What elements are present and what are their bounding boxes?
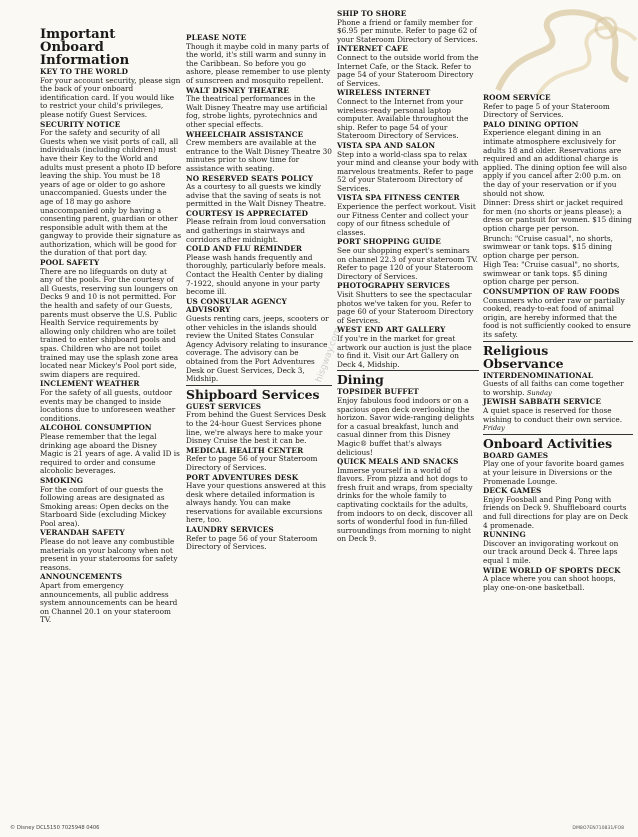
info-heading: RUNNING xyxy=(483,530,526,540)
info-heading: MEDICAL HEALTH CENTER xyxy=(186,445,304,455)
info-text xyxy=(186,43,332,86)
info-text xyxy=(337,397,479,457)
info-text xyxy=(186,95,332,129)
info-heading: KEY TO THE WORLD xyxy=(40,67,129,76)
info-text xyxy=(483,103,633,120)
info-body: Though it maybe cold in many parts of the world, it's still warm and sunny in the Caribbean. So before you go ashore, please remember to use plenty of sunscreen and mosquito repellent. xyxy=(186,41,331,85)
divider xyxy=(483,341,633,342)
info-heading: PLEASE NOTE xyxy=(186,33,247,42)
section-title: Dining xyxy=(337,372,384,388)
info-text xyxy=(40,77,182,120)
info-body: Enjoy fabulous food indoors or on a spacious open deck overlooking the horizon. Savor wide-ranging delights for a casual breakfast, lunch and casual dinner from this Disney Magic® buffet that's always delicious! xyxy=(337,395,475,457)
info-heading: ROOM SERVICE xyxy=(483,93,551,102)
info-heading: NO RESERVED SEATS POLICY xyxy=(186,173,314,183)
info-heading: VISTA SPA AND SALON xyxy=(337,140,436,150)
info-heading: WEST END ART GALLERY xyxy=(337,325,446,335)
info-text xyxy=(483,496,633,530)
info-body: For the comfort of our guests the following areas are designated as Smoking areas: Open decks on the Starboard Side (excluding Mickey Pool area). xyxy=(40,484,169,528)
info-heading: WIDE WORLD OF SPORTS DECK xyxy=(483,565,621,575)
info-body: Visit Shutters to see the spectacular photos we've taken for you. Refer to page 60 of your Stateroom Directory of Services. xyxy=(337,290,474,325)
info-heading: PORT SHOPPING GUIDE xyxy=(337,237,441,247)
info-body: From behind the Guest Services Desk to the 24-hour Guest Services phone line, we're always here to make your Disney Cruise the best it can be. xyxy=(186,410,327,446)
info-text xyxy=(337,19,479,45)
column-2 xyxy=(186,34,332,553)
info-heading: COURTESY IS APPRECIATED xyxy=(186,208,309,218)
info-body: Experience the perfect workout. Visit our Fitness Center and collect your copy of our fitness schedule of classes. xyxy=(337,202,476,237)
info-heading: TOPSIDER BUFFET xyxy=(337,387,419,397)
info-heading: WHEELCHAIR ASSISTANCE xyxy=(186,129,304,139)
info-body: Brunch: "Cruise casual", no shorts, swimwear or tank tops. $15 dining option charge per person. xyxy=(483,233,613,260)
info-body: For your account security, please sign the back of your onboard identification card. If you would like to restrict your child's privileges, please notify Guest Services. xyxy=(40,75,181,119)
info-text xyxy=(186,218,332,244)
info-heading: INCLEMENT WEATHER xyxy=(40,379,140,389)
info-body: A place where you can shoot hoops, play one-on-one basketball. xyxy=(483,574,616,592)
info-body: Crew members are available at the entrance to the Walt Disney Theatre 30 minutes prior to show time for assistance with seating. xyxy=(186,138,332,173)
info-body: Play one of your favorite board games at your leisure in Diversions or the Promenade Lounge. xyxy=(483,459,625,486)
info-heading: US CONSULAR AGENCY ADVISORY xyxy=(186,296,287,315)
document-code: DM8O7EN710831/FO8 xyxy=(572,826,624,831)
info-body: Experience elegant dining in an intimate atmosphere exclusively for adults 18 and older. Reservations are required and an additional charge is applied. The dining option fee will also apply if you cancel after 2:00 p.m. on the day of your reservation or if you should not show. xyxy=(483,128,627,198)
info-text xyxy=(186,535,332,552)
info-text xyxy=(483,575,633,592)
info-heading: VERANDAH SAFETY xyxy=(40,528,125,538)
info-body: A quiet space is reserved for those wishing to conduct their own service. xyxy=(483,406,623,424)
info-text xyxy=(40,486,182,529)
info-text xyxy=(186,455,332,472)
info-heading: POOL SAFETY xyxy=(40,258,100,268)
info-heading: ANNOUNCEMENTS xyxy=(40,572,123,582)
info-text xyxy=(483,297,633,340)
info-body: Apart from emergency announcements, all public address system announcements can be heard on Channel 20.1 on your stateroom TV. xyxy=(40,581,178,625)
info-text xyxy=(337,98,479,141)
info-body: Guests renting cars, jeeps, scooters or other vehicles in the islands should review the United States Consular Agency Advisory relating to insurance coverage. The advisory can be obtained from the Port Adventures Desk or Guest Services, Deck 3, Midship. xyxy=(186,314,329,384)
info-heading: LAUNDRY SERVICES xyxy=(186,525,274,535)
info-text xyxy=(483,407,633,433)
info-text xyxy=(40,268,182,380)
info-text xyxy=(186,254,332,297)
section-title: Shipboard Services xyxy=(186,386,320,402)
section-title: Onboard Activities xyxy=(483,435,613,451)
info-text xyxy=(483,129,633,198)
info-body: Enjoy Foosball and Ping Pong with friends on Deck 9. Shuffleboard courts and full directions for play are on Deck 4 promenade. xyxy=(483,494,629,530)
info-body: Please wash hands frequently and thoroughly, particularly before meals. Contact the Health Center by dialing 7-1922, should anyone in your party become ill. xyxy=(186,252,326,297)
info-body: As a courtesy to all guests we kindly advise that the saving of seats is not permitted in the Walt Disney Theatre. xyxy=(186,182,327,209)
info-heading: INTERDENOMINATIONAL xyxy=(483,370,594,380)
info-body: For the safety and security of all Guests when we visit ports of call, all individuals (including children) must have their Key to the World and adults must present a photo ID before leaving the ship. You must be 18 years of age or older to go ashore unaccompanied. Guests under the age of 18 may go ashore unaccompanied only by having a consenting parent, guardian or other responsible adult with them at the gangway to provide their signature as authorization, which will be good for the duration of that port day. xyxy=(40,128,182,258)
info-text xyxy=(186,315,332,384)
info-text xyxy=(186,482,332,525)
info-body: Consumers who order raw or partially cooked, ready-to-eat food of animal origin, are hereby informed that the food is not sufficiently cooked to ensure its safety. xyxy=(483,295,631,340)
info-text xyxy=(483,540,633,566)
info-text xyxy=(483,460,633,486)
divider xyxy=(186,385,332,386)
info-heading: CONSUMPTION OF RAW FOODS xyxy=(483,287,620,297)
info-heading: PORT ADVENTURES DESK xyxy=(186,472,299,482)
info-body: Please remember that the legal drinking age aboard the Disney Magic is 21 years of age. A valid ID is required to order and consume alcoholic beverages. xyxy=(40,431,180,476)
info-heading: PHOTOGRAPHY SERVICES xyxy=(337,281,450,291)
info-text xyxy=(186,139,332,173)
info-body: Connect to the outside world from the Internet Cafe, or the Stack. Refer to page 54 of your Stateroom Directory of Services. xyxy=(337,52,479,88)
service-day: Sunday xyxy=(526,388,552,397)
info-text xyxy=(483,380,633,397)
info-body: Step into a world-class spa to relax your mind and cleanse your body with marvelous treatments. Refer to page 52 of your Stateroom Directory of Services. xyxy=(337,149,479,193)
decorative-swirl-icon xyxy=(478,0,638,100)
info-body: Have your questions answered at this desk where detailed information is always handy. You can make reservations for available excursions here, too. xyxy=(186,481,326,525)
column-1 xyxy=(40,28,182,626)
info-heading: JEWISH SABBATH SERVICE xyxy=(483,397,601,407)
service-day: Friday xyxy=(483,424,505,433)
info-heading: VISTA SPA FITNESS CENTER xyxy=(337,193,460,203)
info-body: The theatrical performances in the Walt Disney Theatre may use artificial fog, strobe lights, pyrotechnics and other special effects. xyxy=(186,94,328,129)
info-heading: SHIP TO SHORE xyxy=(337,9,407,18)
info-heading: GUEST SERVICES xyxy=(186,401,262,411)
info-text xyxy=(40,433,182,476)
info-body: Refer to page 56 of your Stateroom Directory of Services. xyxy=(186,533,318,552)
info-heading: COLD AND FLU REMINDER xyxy=(186,244,303,254)
info-body: For the safety of all guests, outdoor events may be changed to inside locations due to unforeseen weather conditions. xyxy=(40,387,176,423)
info-heading: PALO DINING OPTION xyxy=(483,119,579,129)
info-text xyxy=(483,199,633,233)
info-heading: BOARD GAMES xyxy=(483,450,549,460)
info-body: Connect to the Internet from your wireless-ready personal laptop computer. Available throughout the ship. Refer to page 54 of your Stateroom Directory of Services. xyxy=(337,96,469,141)
info-text xyxy=(40,129,182,258)
info-text xyxy=(337,54,479,88)
info-body: Guests of all faiths can come together to worship. xyxy=(483,379,624,397)
info-body: Phone a friend or family member for $6.95 per minute. Refer to page 62 of your Stateroom Directory of Services. xyxy=(337,17,478,44)
info-body: Immerse yourself in a world of flavors. From pizza and hot dogs to fresh fruit and wraps, from specialty drinks for the whole family to captivating cocktails for the adults, from indoors to on deck, discover all sorts of wonderful food in fun-filled surroundings from morning to night on Deck 9. xyxy=(337,465,473,544)
info-text xyxy=(40,582,182,625)
info-text xyxy=(40,389,182,423)
section-title: Religious Observance xyxy=(483,342,564,371)
info-body: Please do not leave any combustible materials on your balcony when not present in your staterooms for safety reasons. xyxy=(40,537,178,572)
info-text xyxy=(40,538,182,572)
info-heading: DECK GAMES xyxy=(483,486,542,496)
info-body: Please refrain from loud conversation and gatherings in stairways and corridors after midnight. xyxy=(186,217,326,244)
info-body: If you're in the market for great artwork our auction is just the place to find it. Visit our Art Gallery on Deck 4, Midship. xyxy=(337,333,472,369)
info-text xyxy=(186,183,332,209)
info-body: See our shopping expert's seminars on channel 22.3 of your stateroom TV. Refer to page 120 of your Stateroom Directory of Services. xyxy=(337,246,478,281)
info-body: Refer to page 56 of your Stateroom Directory of Services. xyxy=(186,454,318,472)
info-body: There are no lifeguards on duty at any of the pools. For the courtesy of all Guests, reserving sun loungers on Decks 9 and 10 is not permitted. For the health and safety of our Guests, parents must observe the U.S. Public Health Service requirements by allowing only children who are toilet trained to enter shipboard pools and spas. Children who are not toilet trained may use the splash zone area located near Mickey's Pool port side, swim diapers are required. xyxy=(40,266,179,379)
info-text xyxy=(337,335,479,369)
info-heading: SMOKING xyxy=(40,475,84,485)
divider xyxy=(337,370,479,371)
info-text xyxy=(483,235,633,261)
footer-text: © Disney DCL5150 7025948 0406 xyxy=(10,825,100,831)
info-body: Dinner: Dress shirt or jacket required for men (no shorts or jeans please); a dress or pantsuit for women. $15 dining option charge per person. xyxy=(483,198,632,233)
watermark: hisgway.com xyxy=(314,326,344,384)
info-heading: QUICK MEALS AND SNACKS xyxy=(337,457,459,467)
info-heading: WALT DISNEY THEATRE xyxy=(186,85,289,95)
info-body: High Tea: "Cruise casual", no shorts, swimwear or tank tops. $5 dining option charge per person. xyxy=(483,260,620,287)
info-text xyxy=(337,247,479,281)
info-heading: INTERNET CAFE xyxy=(337,44,408,54)
divider xyxy=(483,434,633,435)
info-text xyxy=(483,261,633,287)
info-body: Discover an invigorating workout on our track around Deck 4. Three laps equal 1 mile. xyxy=(483,538,619,565)
column-3 xyxy=(337,10,479,545)
info-heading: WIRELESS INTERNET xyxy=(337,88,431,98)
info-text xyxy=(337,467,479,544)
section-title: Important Onboard Information xyxy=(40,27,130,68)
info-heading: SECURITY NOTICE xyxy=(40,119,121,129)
column-4 xyxy=(483,94,633,593)
info-text xyxy=(186,411,332,445)
info-text xyxy=(337,203,479,237)
info-heading: ALCOHOL CONSUMPTION xyxy=(40,423,152,433)
info-text xyxy=(337,291,479,325)
info-text xyxy=(337,151,479,194)
info-body: Refer to page 5 of your Stateroom Directory of Services. xyxy=(483,101,610,120)
